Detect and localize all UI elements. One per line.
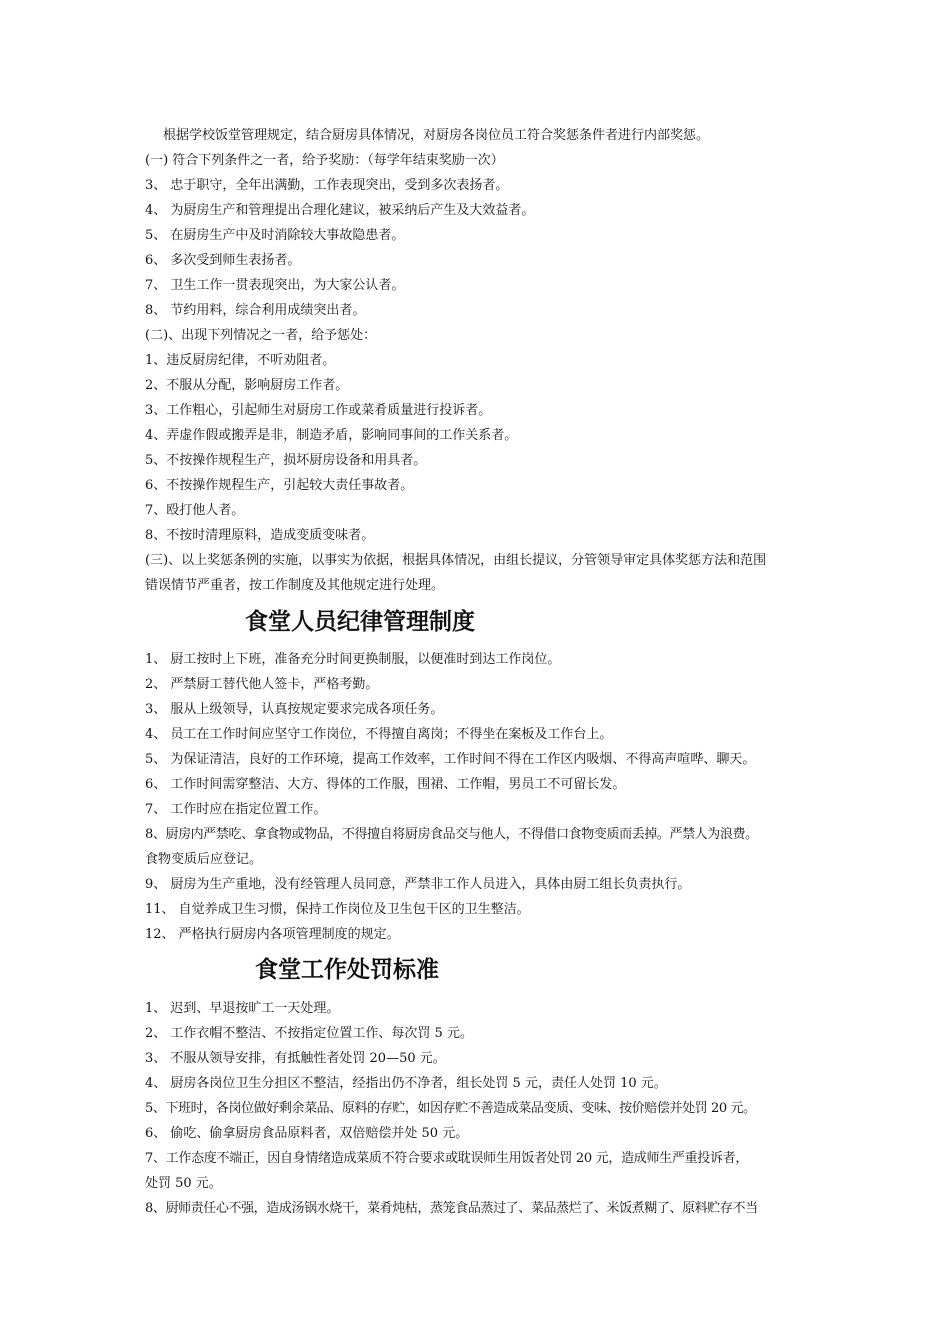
penalty-item: 2、不服从分配，影响厨房工作者。 (145, 378, 349, 393)
penalty-standard: 1、 迟到、早退按旷工一天处理。 (145, 1001, 340, 1016)
penalty-standard-continuation: 处罚 50 元。 (145, 1176, 222, 1191)
penalty-item: 1、违反厨房纪律，不听劝阻者。 (145, 353, 336, 368)
penalty-standard: 8、厨师责任心不强，造成汤锅水烧干，菜肴炖枯，蒸笼食品蒸过了、菜品蒸烂了、米饭煮糊了、原料贮存不当 (145, 1201, 758, 1216)
penalty-standard: 7、工作态度不端正，因自身情绪造成菜质不符合要求或耽误师生用饭者处罚 20 元，造成师生严重投诉者， (145, 1151, 749, 1166)
penalty-item: 4、弄虚作假或搬弄是非，制造矛盾，影响同事间的工作关系者。 (145, 428, 518, 443)
reward-item: 3、 忠于职守，全年出满勤，工作表现突出，受到多次表扬者。 (145, 178, 509, 193)
reward-item: 8、 节约用料，综合利用成绩突出者。 (145, 303, 366, 318)
penalty-standard: 4、 厨房各岗位卫生分担区不整洁，经指出仍不净者，组长处罚 5 元，责任人处罚 10 元。 (145, 1076, 667, 1091)
discipline-rule: 5、 为保证清洁，良好的工作环境，提高工作效率，工作时间不得在工作区内吸烟、不得高声喧哗、聊天。 (145, 752, 756, 767)
penalty-item: 3、工作粗心，引起师生对厨房工作或菜肴质量进行投诉者。 (145, 403, 492, 418)
reward-item: 5、 在厨房生产中及时消除较大事故隐患者。 (145, 228, 405, 243)
reward-item: 7、 卫生工作一贯表现突出，为大家公认者。 (145, 278, 405, 293)
discipline-rule: 3、 服从上级领导，认真按规定要求完成各项任务。 (145, 702, 444, 717)
penalty-standard: 3、 不服从领导安排，有抵触性者处罚 20—50 元。 (145, 1051, 446, 1066)
discipline-rule: 7、 工作时应在指定位置工作。 (145, 802, 327, 817)
discipline-rule: 8、厨房内严禁吃、拿食物或物品，不得擅自将厨房食品交与他人，不得借口食物变质而丢掉。严禁人为浪费。 (145, 827, 758, 842)
discipline-rule: 4、 员工在工作时间应坚守工作岗位，不得擅自离岗；不得坐在案板及工作台上。 (145, 727, 613, 742)
penalty-standard: 6、 偷吃、偷拿厨房食品原料者，双倍赔偿并处 50 元。 (145, 1126, 469, 1141)
implementation-text: (三)、以上奖惩条例的实施，以事实为依据，根据具体情况，由组长提议，分管领导审定具体奖惩方法和范围 (145, 553, 767, 568)
intro-paragraph: 根据学校饭堂管理规定，结合厨房具体情况，对厨房各岗位员工符合奖惩条件者进行内部奖惩。 (163, 128, 710, 143)
discipline-rule: 2、 严禁厨工替代他人签卡，严格考勤。 (145, 677, 379, 692)
implementation-text: 错误情节严重者，按工作制度及其他规定进行处理。 (145, 578, 445, 593)
penalty-item: 8、不按时清理原料，造成变质变味者。 (145, 528, 375, 543)
reward-item: 6、 多次受到师生表扬者。 (145, 253, 301, 268)
discipline-rule: 6、 工作时间需穿整洁、大方、得体的工作服，围裙、工作帽，男员工不可留长发。 (145, 777, 626, 792)
penalty-standard: 2、 工作衣帽不整洁、不按指定位置工作、每次罚 5 元。 (145, 1026, 473, 1041)
section-title-discipline: 食堂人员纪律管理制度 (245, 609, 475, 635)
discipline-rule-continuation: 食物变质后应登记。 (145, 852, 263, 867)
penalty-item: 7、殴打他人者。 (145, 503, 245, 518)
discipline-rule: 9、 厨房为生产重地，没有经管理人员同意，严禁非工作人员进入，具体由厨工组长负责执行。 (145, 877, 691, 892)
discipline-rule: 11、 自觉养成卫生习惯，保持工作岗位及卫生包干区的卫生整洁。 (145, 902, 530, 917)
reward-item: 4、 为厨房生产和管理提出合理化建议，被采纳后产生及大效益者。 (145, 203, 535, 218)
discipline-rule: 12、 严格执行厨房内各项管理制度的规定。 (145, 927, 400, 942)
section-title-penalties: 食堂工作处罚标准 (255, 957, 439, 983)
reward-conditions-header: (一) 符合下列条件之一者，给予奖励：（每学年结束奖励一次） (145, 153, 504, 168)
discipline-rule: 1、 厨工按时上下班，准备充分时间更换制服，以便准时到达工作岗位。 (145, 652, 561, 667)
penalty-item: 5、不按操作规程生产，损坏厨房设备和用具者。 (145, 453, 427, 468)
penalty-conditions-header: (二)、出现下列情况之一者，给予惩处： (145, 328, 377, 343)
penalty-item: 6、不按操作规程生产，引起较大责任事故者。 (145, 478, 414, 493)
penalty-standard: 5、下班时，各岗位做好剩余菜品、原料的存贮，如因存贮不善造成菜品变质、变味、按价赔偿并处罚 20 元。 (145, 1101, 756, 1116)
